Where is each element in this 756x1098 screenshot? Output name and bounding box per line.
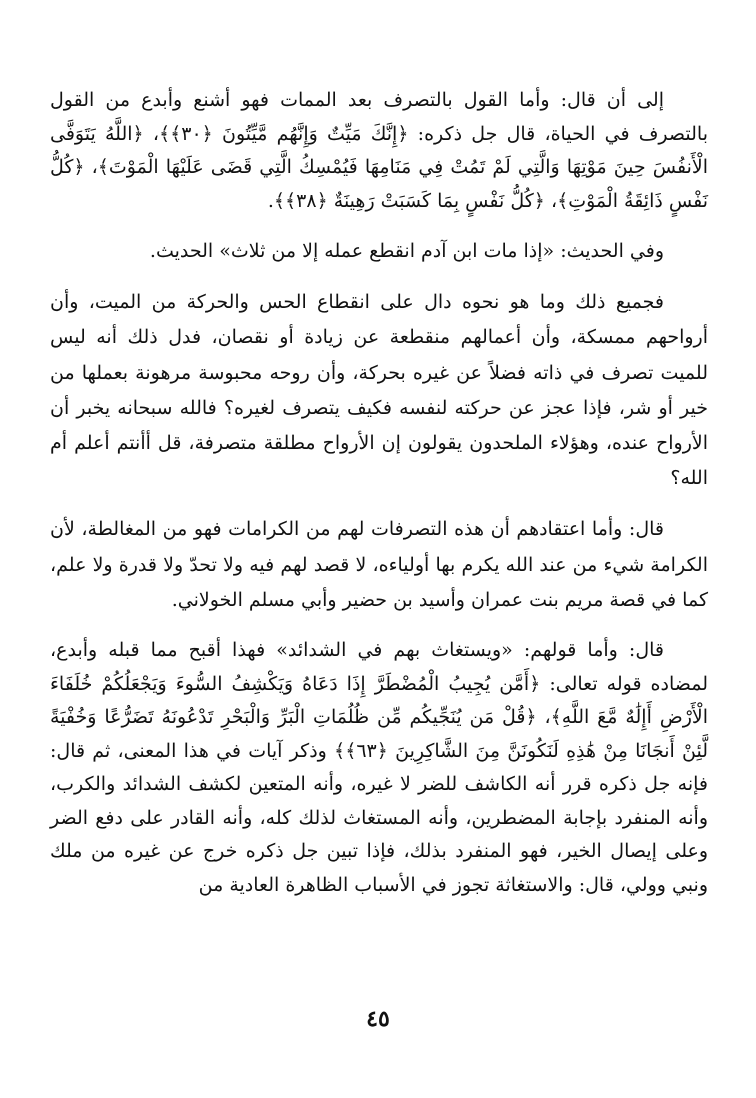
paragraph-4: قال: وأما اعتقادهم أن هذه التصرفات لهم من الكرامات فهو من المغالطة، لأن الكرامة شيء من عند الله يكرم بها أولياءه، لا قصد لهم فيه ولا تحدّ ولا قدرة ولا علم، كما في قصة مريم بنت عمران وأسيد بن حضير وأبي مسلم الخولاني. — [50, 518, 708, 611]
page-number: ٤٥ — [366, 1006, 390, 1032]
paragraph-2-hadith: وفي الحديث: «إذا مات ابن آدم انقطع عمله إلا من ثلاث» الحديث. — [149, 240, 664, 262]
paragraph-5: قال: وأما قولهم: «ويستغاث بهم في الشدائد» فهذا أقبح مما قبله وأبدع، لمضاده قوله تعالى: ﴿أَمَّن يُجِيبُ الْمُضْطَرَّ إِذَا دَعَاهُ وَيَكْشِفُ السُّوءَ وَيَجْعَلُكُمْ خُلَفَاءَ الْأَرْضِ أَإِلَٰهٌ مَّعَ اللَّهِ﴾، ﴿قُلْ مَن يُنَجِّيكُم مِّن ظُلُمَاتِ الْبَرِّ وَالْبَحْرِ تَدْعُونَهُ تَضَرُّعًا وَخُفْيَةً لَّئِنْ أَنجَانَا مِنْ هَٰذِهِ لَنَكُونَنَّ مِنَ الشَّاكِرِينَ ﴿٦٣﴾﴾ وذكر آيات في هذا المعنى، ثم قال: فإنه جل ذكره قرر أنه الكاشف للضر لا غيره، وأنه المتعين لكشف الشدائد والكرب، وأنه المنفرد بإجابة المضطرين، وأنه المستغاث لذلك كله، وأنه القادر على دفع الضر وعلى إيصال الخير، فهو المنفرد بذلك، فإذا تبين جل ذكره خرج عن غيره من ملك ونبي وولي، قال: والاستغاثة تجوز في الأسباب الظاهرة العادية من — [50, 639, 708, 896]
paragraph-1: إلى أن قال: وأما القول بالتصرف بعد الممات فهو أشنع وأبدع من القول بالتصرف في الحياة، قال جل ذكره: ﴿إِنَّكَ مَيِّتٌ وَإِنَّهُم مَّيِّتُونَ ﴿٣٠﴾﴾، ﴿اللَّهُ يَتَوَفَّى الْأَنفُسَ حِينَ مَوْتِهَا وَالَّتِي لَمْ تَمُتْ فِي مَنَامِهَا فَيُمْسِكُ الَّتِي قَضَى عَلَيْهَا الْمَوْتَ﴾، ﴿كُلُّ نَفْسٍ ذَائِقَةُ الْمَوْتِ﴾، ﴿كُلُّ نَفْسٍ بِمَا كَسَبَتْ رَهِينَةٌ ﴿٣٨﴾﴾. — [50, 89, 708, 212]
paragraph-3: فجميع ذلك وما هو نحوه دال على انقطاع الحس والحركة من الميت، وأن أرواحهم ممسكة، وأن أعمالهم منقطعة عن زيادة أو نقصان، فدل ذلك أنه ليس للميت تصرف في ذاته فضلاً عن غيره بحركة، وأن روحه محبوسة مرهونة بعملها من خير أو شر، فإذا عجز عن حركته لنفسه فكيف يتصرف لغيره؟ فالله سبحانه يخبر أن الأرواح عنده، وهؤلاء الملحدون يقولون إن الأرواح مطلقة متصرفة، قل أأنتم أعلم أم الله؟ — [50, 291, 709, 490]
